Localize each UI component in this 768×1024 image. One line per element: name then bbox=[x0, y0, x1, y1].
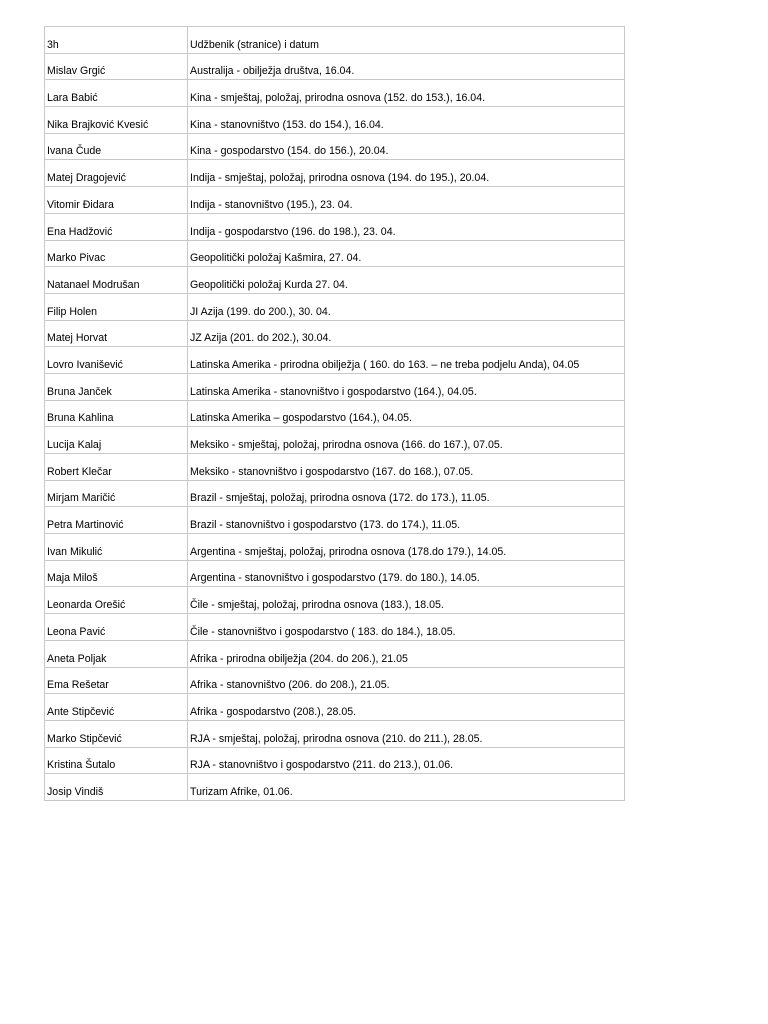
student-name: Filip Holen bbox=[47, 305, 98, 318]
student-name: Ivan Mikulić bbox=[47, 545, 103, 558]
student-name-cell bbox=[45, 400, 188, 427]
student-name-cell bbox=[45, 53, 188, 80]
topic-cell bbox=[188, 694, 625, 721]
table-row bbox=[45, 187, 625, 214]
header-class-label: 3h bbox=[47, 38, 59, 51]
student-name-cell bbox=[45, 80, 188, 107]
topic-text: Indija - smještaj, položaj, prirodna osnova (194. do 195.), 20.04. bbox=[190, 172, 490, 185]
topic-text: Indija - gospodarstvo (196. do 198.), 23. 04. bbox=[190, 225, 396, 238]
student-name-cell bbox=[45, 293, 188, 320]
student-name-cell bbox=[45, 454, 188, 481]
table-row bbox=[45, 160, 625, 187]
student-name: Ema Rešetar bbox=[47, 679, 109, 692]
header-topic-label: Udžbenik (stranice) i datum bbox=[190, 38, 319, 51]
topic-cell bbox=[188, 480, 625, 507]
table-row bbox=[45, 373, 625, 400]
topic-cell bbox=[188, 667, 625, 694]
topic-text: Afrika - stanovništvo (206. do 208.), 21.05. bbox=[190, 679, 390, 692]
topic-text: Geopolitički položaj Kašmira, 27. 04. bbox=[190, 252, 362, 265]
student-name: Bruna Kahlina bbox=[47, 412, 114, 425]
table-row bbox=[45, 240, 625, 267]
table-row bbox=[45, 293, 625, 320]
topic-text: RJA - smještaj, položaj, prirodna osnova (210. do 211.), 28.05. bbox=[190, 732, 483, 745]
topic-cell bbox=[188, 213, 625, 240]
topic-text: Geopolitički položaj Kurda 27. 04. bbox=[190, 278, 348, 291]
topic-text: Argentina - smještaj, položaj, prirodna osnova (178.do 179.), 14.05. bbox=[190, 545, 507, 558]
student-name: Vitomir Đidara bbox=[47, 198, 114, 211]
topic-text: Meksiko - stanovništvo i gospodarstvo (167. do 168.), 07.05. bbox=[190, 465, 474, 478]
student-name-cell bbox=[45, 187, 188, 214]
topic-text: Brazil - stanovništvo i gospodarstvo (173. do 174.), 11.05. bbox=[190, 519, 461, 532]
table-row bbox=[45, 720, 625, 747]
topic-text: Latinska Amerika - prirodna obilježja ( 160. do 163. – ne treba podjelu Anda), 04.05 bbox=[190, 358, 580, 371]
student-name: Aneta Poljak bbox=[47, 652, 107, 665]
topic-cell bbox=[188, 587, 625, 614]
table-row bbox=[45, 400, 625, 427]
student-name: Leona Pavić bbox=[47, 625, 106, 638]
student-name: Ena Hadžović bbox=[47, 225, 113, 238]
topic-text: Brazil - smještaj, položaj, prirodna osnova (172. do 173.), 11.05. bbox=[190, 492, 490, 505]
topic-text: Indija - stanovništvo (195.), 23. 04. bbox=[190, 198, 353, 211]
student-name: Lucija Kalaj bbox=[47, 439, 102, 451]
student-name: Ivana Čude bbox=[47, 145, 102, 158]
table-row bbox=[45, 614, 625, 641]
student-name: Maja Miloš bbox=[47, 572, 98, 585]
table-row bbox=[45, 534, 625, 561]
topic-text: Čile - smještaj, položaj, prirodna osnova (183.), 18.05. bbox=[190, 599, 444, 612]
topic-cell bbox=[188, 774, 625, 801]
topic-text: Argentina - stanovništvo i gospodarstvo (179. do 180.), 14.05. bbox=[190, 572, 480, 585]
student-name-cell bbox=[45, 240, 188, 267]
student-name-cell bbox=[45, 267, 188, 294]
student-name-cell bbox=[45, 160, 188, 187]
topic-cell bbox=[188, 534, 625, 561]
student-name-cell bbox=[45, 507, 188, 534]
topic-text: Latinska Amerika – gospodarstvo (164.), 04.05. bbox=[190, 412, 413, 425]
student-name: Mislav Grgić bbox=[47, 65, 106, 78]
student-name: Robert Klečar bbox=[47, 465, 112, 478]
topic-cell bbox=[188, 53, 625, 80]
table-row bbox=[45, 694, 625, 721]
table-row bbox=[45, 667, 625, 694]
schedule-table-body bbox=[45, 27, 625, 801]
table-row bbox=[45, 560, 625, 587]
student-name-cell bbox=[45, 614, 188, 641]
student-name-cell bbox=[45, 640, 188, 667]
student-name: Matej Dragojević bbox=[47, 172, 126, 185]
table-row bbox=[45, 507, 625, 534]
student-name-cell bbox=[45, 560, 188, 587]
topic-cell bbox=[188, 507, 625, 534]
student-name-cell bbox=[45, 347, 188, 374]
student-name: Mirjam Maričić bbox=[47, 492, 116, 505]
student-name: Petra Martinović bbox=[47, 519, 124, 532]
schedule-table bbox=[44, 26, 625, 801]
topic-cell bbox=[188, 720, 625, 747]
student-name-cell bbox=[45, 133, 188, 160]
header-cell-topic bbox=[188, 27, 625, 54]
student-name: Marko Stipčević bbox=[47, 732, 122, 745]
topic-text: Meksiko - smještaj, položaj, prirodna osnova (166. do 167.), 07.05. bbox=[190, 439, 503, 451]
topic-cell bbox=[188, 267, 625, 294]
student-name-cell bbox=[45, 667, 188, 694]
topic-text: RJA - stanovništvo i gospodarstvo (211. do 213.), 01.06. bbox=[190, 759, 454, 772]
table-row bbox=[45, 107, 625, 134]
table-row bbox=[45, 774, 625, 801]
table-row bbox=[45, 80, 625, 107]
topic-text: JI Azija (199. do 200.), 30. 04. bbox=[190, 305, 331, 318]
table-row bbox=[45, 454, 625, 481]
student-name: Matej Horvat bbox=[47, 332, 108, 345]
topic-cell bbox=[188, 454, 625, 481]
table-row bbox=[45, 213, 625, 240]
topic-text: Australija - obilježja društva, 16.04. bbox=[190, 65, 355, 78]
student-name: Bruna Janček bbox=[47, 385, 112, 398]
table-row bbox=[45, 320, 625, 347]
table-row bbox=[45, 747, 625, 774]
topic-text: Kina - gospodarstvo (154. do 156.), 20.04. bbox=[190, 145, 389, 158]
topic-cell bbox=[188, 560, 625, 587]
topic-cell bbox=[188, 133, 625, 160]
student-name-cell bbox=[45, 587, 188, 614]
student-name-cell bbox=[45, 213, 188, 240]
student-name: Ante Stipčević bbox=[47, 705, 115, 718]
topic-text: Latinska Amerika - stanovništvo i gospodarstvo (164.), 04.05. bbox=[190, 385, 477, 398]
student-name: Lara Babić bbox=[47, 92, 98, 105]
student-name-cell bbox=[45, 774, 188, 801]
topic-cell bbox=[188, 400, 625, 427]
topic-text: Kina - stanovništvo (153. do 154.), 16.04. bbox=[190, 118, 384, 131]
student-name-cell bbox=[45, 534, 188, 561]
student-name: Nika Brajković Kvesić bbox=[47, 118, 149, 131]
student-name-cell bbox=[45, 747, 188, 774]
student-name: Kristina Šutalo bbox=[47, 759, 116, 772]
student-name: Leonarda Orešić bbox=[47, 599, 126, 612]
table-row bbox=[45, 133, 625, 160]
topic-text: Kina - smještaj, položaj, prirodna osnova (152. do 153.), 16.04. bbox=[190, 92, 486, 105]
topic-text: Čile - stanovništvo i gospodarstvo ( 183. do 184.), 18.05. bbox=[190, 625, 456, 638]
topic-text: Afrika - prirodna obilježja (204. do 206.), 21.05 bbox=[190, 652, 408, 665]
student-name-cell bbox=[45, 720, 188, 747]
topic-text: Afrika - gospodarstvo (208.), 28.05. bbox=[190, 705, 357, 718]
topic-cell bbox=[188, 614, 625, 641]
topic-cell bbox=[188, 187, 625, 214]
table-row bbox=[45, 640, 625, 667]
table-row bbox=[45, 480, 625, 507]
student-name-cell bbox=[45, 480, 188, 507]
student-name: Marko Pivac bbox=[47, 252, 106, 265]
topic-cell bbox=[188, 320, 625, 347]
topic-cell bbox=[188, 427, 625, 454]
table-row bbox=[45, 587, 625, 614]
topic-text: JZ Azija (201. do 202.), 30.04. bbox=[190, 332, 332, 345]
table-row bbox=[45, 53, 625, 80]
table-row bbox=[45, 427, 625, 454]
topic-text: Turizam Afrike, 01.06. bbox=[190, 785, 293, 798]
student-name: Lovro Ivanišević bbox=[47, 358, 123, 371]
student-name-cell bbox=[45, 107, 188, 134]
table-header-row bbox=[45, 27, 625, 54]
topic-cell bbox=[188, 240, 625, 267]
topic-cell bbox=[188, 373, 625, 400]
student-name-cell bbox=[45, 320, 188, 347]
student-name-cell bbox=[45, 373, 188, 400]
topic-cell bbox=[188, 640, 625, 667]
topic-cell bbox=[188, 107, 625, 134]
student-name-cell bbox=[45, 427, 188, 454]
student-name-cell bbox=[45, 694, 188, 721]
topic-cell bbox=[188, 747, 625, 774]
topic-cell bbox=[188, 347, 625, 374]
topic-cell bbox=[188, 80, 625, 107]
header-cell-class bbox=[45, 27, 188, 54]
student-name: Josip Vindiš bbox=[47, 785, 104, 798]
topic-cell bbox=[188, 293, 625, 320]
table-row bbox=[45, 347, 625, 374]
topic-cell bbox=[188, 160, 625, 187]
student-name: Natanael Modrušan bbox=[47, 278, 140, 291]
table-row bbox=[45, 267, 625, 294]
